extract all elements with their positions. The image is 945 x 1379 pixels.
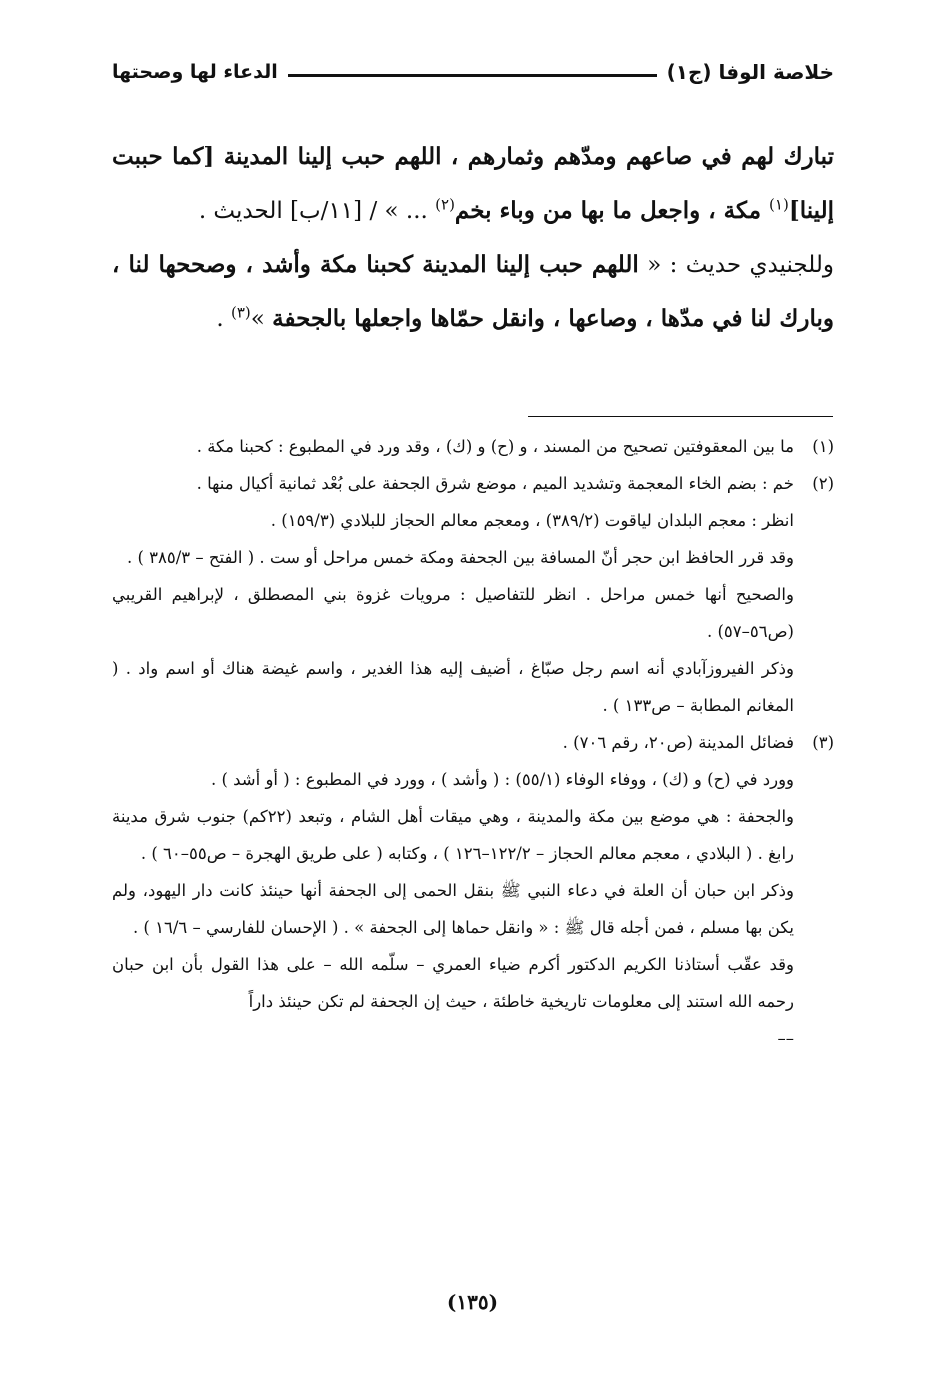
footnote-1 bbox=[112, 428, 834, 465]
footnote-2 bbox=[112, 465, 834, 724]
running-header bbox=[112, 56, 834, 88]
chapter-title: الدعاء لها وصحتها bbox=[112, 61, 278, 83]
footnote-text: وذكر ابن حبان أن العلة في دعاء النبي ﷺ بنقل الحمى إلى الجحفة أنها حينئذ كانت دار اليهود، ولم يكن بها مسلم ، فمن أجله قال ﷺ : « وانقل حماها إلى الجحفة » . ( الإحسان للفارسي – ١٦/٦ ) . bbox=[112, 881, 794, 937]
text-segment: ... » / [١١/ب] الحديث . bbox=[198, 198, 436, 224]
footnote-text: والجحفة : هي موضع بين مكة والمدينة ، وهي ميقات أهل الشام ، وتبعد (٢٢كم) جنوب شرق مدينة رابغ . ( البلادي ، معجم معالم الحجاز – ١٢٢/٢–١٢٦ ) ، وكتابه ( على طريق الهجرة – ص٥٥–٦٠ ) . bbox=[112, 807, 794, 863]
text-segment: » bbox=[250, 306, 273, 332]
footnote-separator bbox=[528, 416, 833, 417]
footnote-number: (١) bbox=[812, 437, 834, 456]
text-segment: . bbox=[216, 306, 231, 332]
footnote-text: فضائل المدينة (ص٢٠، رقم ٧٠٦) . bbox=[562, 733, 794, 752]
main-text bbox=[112, 130, 834, 346]
footnote-text: انظر : معجم البلدان لياقوت (٣٨٩/٢) ، ومعجم معالم الحجاز للبلادي (١٥٩/٣) . bbox=[270, 511, 794, 530]
hadith-text: اللهم حبب إلينا المدينة كحبنا مكة وأشد ، وصححها لنا ، وبارك لنا في مدّها ، وصاعها ، وانقل حمّاها واجعلها بالجحفة bbox=[112, 251, 834, 332]
footnotes bbox=[112, 428, 834, 1057]
page-number: (١٣٥) bbox=[446, 1290, 499, 1314]
header-rule bbox=[288, 74, 657, 77]
footnote-ref-2: (٢) bbox=[435, 195, 455, 214]
paragraph-1 bbox=[112, 130, 834, 238]
footnote-text: خم : بضم الخاء المعجمة وتشديد الميم ، موضع شرق الجحفة على بُعْد ثمانية أكيال منها . bbox=[196, 474, 794, 493]
footnote-ref-3: (٣) bbox=[230, 303, 251, 322]
footnote-text: وورد في (ح) و (ك) ، ووفاء الوفاء (٥٥/١) : ( وأشد ) ، وورد في المطبوع : ( أو أشد ) . bbox=[210, 770, 794, 789]
footnote-text: وقد عقّب أستاذنا الكريم الدكتور أكرم ضياء العمري – سلّمه الله – على هذا القول بأن ابن حبان رحمه الله استند إلى معلومات تاريخية خاطئة ، حيث إن الجحفة لم تكن حينئذ داراً bbox=[112, 955, 794, 1011]
paragraph-2 bbox=[112, 238, 834, 346]
footnote-number: (٣) bbox=[812, 733, 834, 752]
hadith-text: مكة ، واجعل ما بها من وباء بخم bbox=[454, 197, 770, 224]
footnote-text: وذكر الفيروزآبادي أنه اسم رجل صبّاغ ، أضيف إليه هذا الغدير ، واسم غيضة هناك أو اسم واد . ( المغانم المطابة – ص١٣٣ ) . bbox=[112, 659, 794, 715]
text-segment: وللجنيدي حديث : « bbox=[638, 252, 834, 278]
continuation-mark: –– bbox=[777, 1029, 794, 1048]
footnote-text: ما بين المعقوفتين تصحيح من المسند ، و (ح) و (ك) ، وقد ورد في المطبوع : كحبنا مكة . bbox=[196, 437, 794, 456]
book-title: خلاصة الوفا (ج١) bbox=[666, 60, 834, 84]
footnote-number: (٢) bbox=[812, 474, 834, 493]
hadith-text: تبارك لهم في صاعهم ومدّهم وثمارهم ، اللهم حبب إلينا المدينة [كما حببت إلينا] bbox=[112, 143, 834, 224]
footnote-3 bbox=[112, 724, 834, 1057]
footnote-text: والصحيح أنها خمس مراحل . انظر للتفاصيل : مرويات غزوة بني المصطلق ، لإبراهيم القريبي (ص٥٦–٥٧) . bbox=[112, 585, 794, 641]
footnote-ref-1: (١) bbox=[769, 195, 789, 214]
footnote-text: وقد قرر الحافظ ابن حجر أنّ المسافة بين الجحفة ومكة خمس مراحل أو ست . ( الفتح – ٣٨٥/٣ ) . bbox=[126, 548, 794, 567]
